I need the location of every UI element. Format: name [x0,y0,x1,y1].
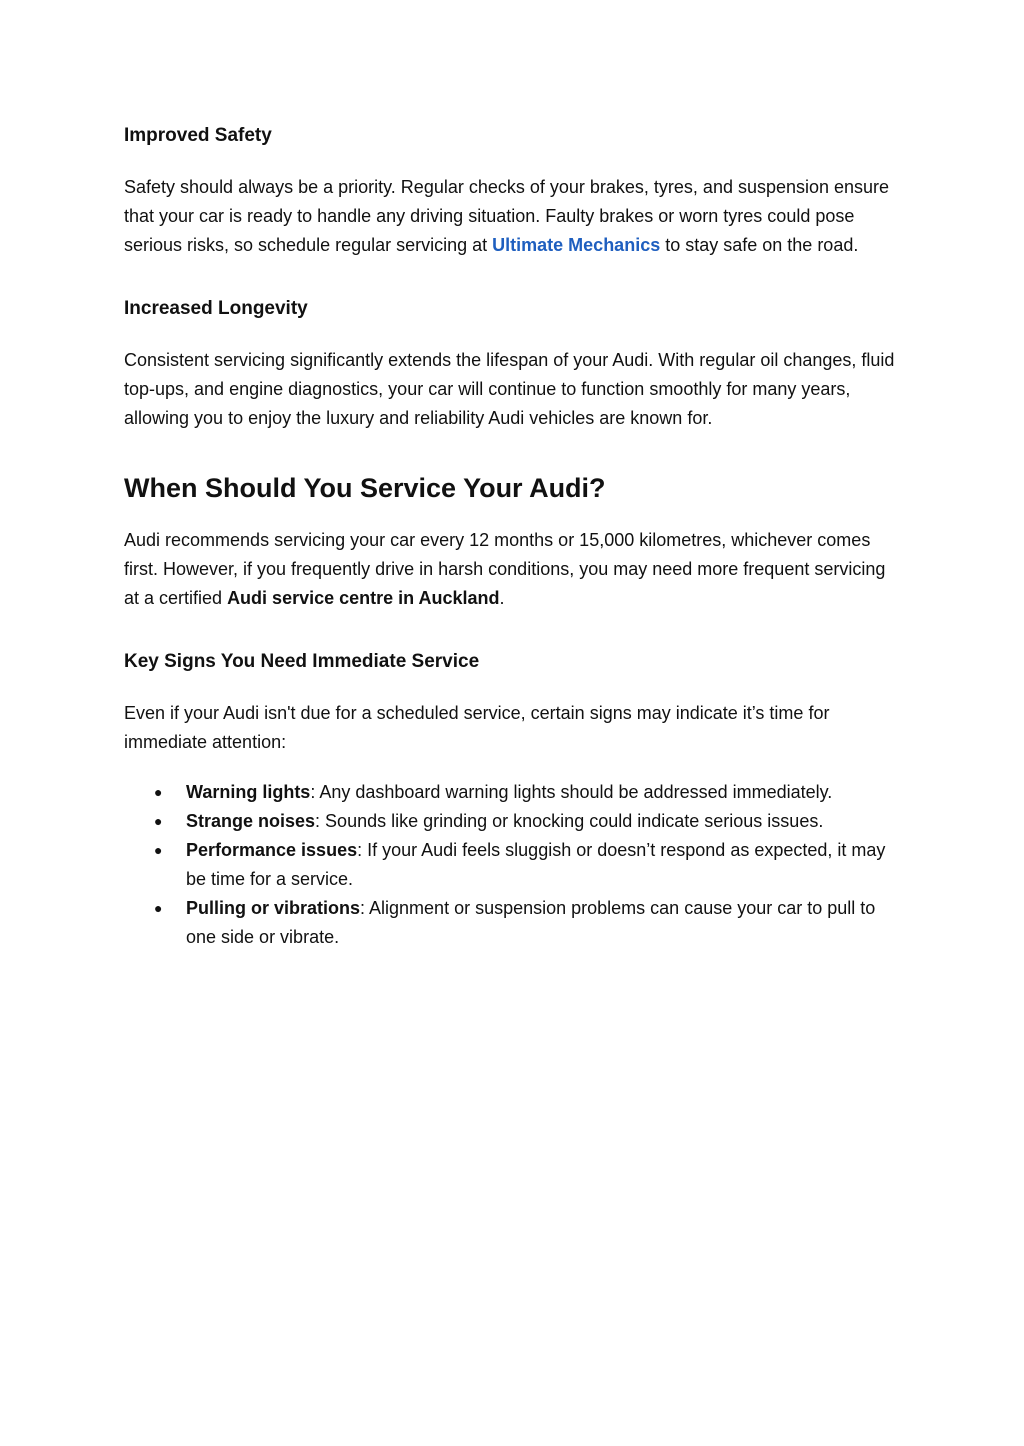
when-service-text-before: Audi recommends servicing your car every 12 months or 15,000 kilometres, whichever comes first. However, if you frequently drive in harsh conditions, you may need more frequent servicing at a certified [124,530,886,608]
document-page [124,122,902,952]
key-signs-list [124,778,902,952]
improved-safety-text-after: to stay safe on the road. [660,235,859,255]
bullet-icon: ● [154,813,163,829]
list-item [124,807,902,836]
list-item [124,778,902,807]
list-item-term: Strange noises [186,811,316,831]
bullet-icon: ● [154,784,163,800]
ultimate-mechanics-link[interactable]: Ultimate Mechanics [492,235,661,255]
key-signs-intro: Even if your Audi isn't due for a scheduled service, certain signs may indicate it’s time for immediate attention: [124,703,830,752]
list-item-desc: : Sounds like grinding or knocking could indicate serious issues. [315,811,824,831]
list-item [124,836,902,894]
list-item-desc: : Alignment or suspension problems can cause your car to pull to one side or vibrate. [186,898,876,947]
list-item-term: Warning lights [186,782,311,802]
when-service-text-after: . [499,588,505,608]
bullet-icon: ● [154,900,163,916]
increased-longevity-paragraph: Consistent servicing significantly extends the lifespan of your Audi. With regular oil changes, fluid top-ups, and engine diagnostics, your car will continue to function smoothly for many years, allowing you to enjoy the luxury and reliability Audi vehicles are known for. [124,350,895,428]
audi-service-centre-bold: Audi service centre in Auckland [227,588,500,608]
when-service-paragraph [124,526,902,613]
list-item-desc: : Any dashboard warning lights should be addressed immediately. [310,782,833,802]
list-item-term: Pulling or vibrations [186,898,361,918]
list-item-desc: : If your Audi feels sluggish or doesn’t respond as expected, it may be time for a service. [186,840,886,889]
list-item [124,894,902,952]
when-service-heading: When Should You Service Your Audi? [124,473,606,503]
bullet-icon: ● [154,842,163,858]
list-item-term: Performance issues [186,840,358,860]
increased-longevity-heading: Increased Longevity [124,298,308,319]
improved-safety-heading: Improved Safety [124,125,272,146]
key-signs-heading: Key Signs You Need Immediate Service [124,651,480,672]
improved-safety-paragraph [124,173,902,260]
improved-safety-text-before: Safety should always be a priority. Regular checks of your brakes, tyres, and suspension ensure that your car is ready to handle any driving situation. Faulty brakes or worn tyres could pose serious risks, so schedule regular servicing at [124,177,890,255]
